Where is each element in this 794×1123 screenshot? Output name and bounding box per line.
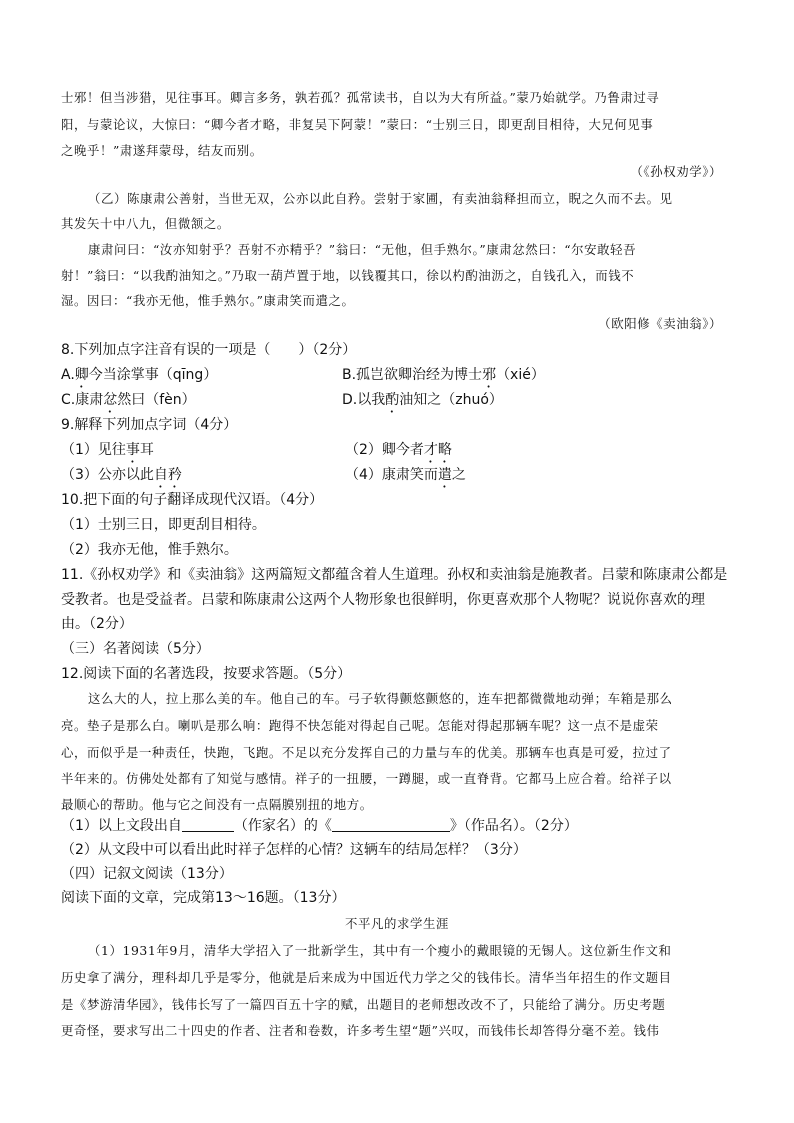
question-10: 10.把下面的句子翻译成现代汉语。（4分） (61, 492, 324, 508)
section-heading: （四）记叙文阅读（13分） (61, 866, 233, 882)
text-line: 是《梦游清华园》，钱伟长写了一篇四百五十字的赋，出题目的老师想改改不了，只能给了满分。历史考题 (61, 997, 666, 1012)
q10-item-2: （2）我亦无他，惟手熟尔。 (61, 542, 238, 558)
text-line: （乙）陈康肃公善射，当世无双，公亦以此自矜。尝射于家圃，有卖油翁释担而立，睨之久而不去。见 (88, 191, 673, 206)
text-line: 阳，与蒙论议，大惊曰：“卿今者才略，非复吴下阿蒙！”蒙曰：“士别三日，即更刮目相待，大兄何见事 (61, 117, 654, 132)
title-blank[interactable] (332, 817, 450, 832)
author-blank[interactable] (182, 817, 234, 832)
text-line: 射！”翁曰：“以我酌油知之。”乃取一葫芦置于地，以钱覆其口，徐以杓酌油沥之，自钱孔入，而钱不 (61, 268, 635, 283)
text-line: 心，而似乎是一种责任，快跑，飞跑。不足以充分发挥自己的力量与车的优美。那辆车也真是可爱，拉过了 (61, 745, 672, 760)
q8-option-b: B.孤岂欲卿治经为博士邪（xié） (342, 367, 545, 383)
q12-item-2: （2）从文段中可以看出此时祥子怎样的心情？这辆车的结局怎样？（3分） (61, 842, 527, 858)
q9-item-4: （4）康肃笑而遣之 (345, 467, 466, 483)
section-heading: （三）名著阅读（5分） (61, 641, 210, 657)
text-line: 这么大的人，拉上那么美的车。他自己的车。弓子软得颤悠颤悠的，连车把都微微地动弹；车箱是那么 (88, 691, 673, 706)
q9-item-1: （1）见往事耳 (61, 442, 154, 458)
text-line: 半年来的。仿佛处处都有了知觉与感情。祥子的一扭腰，一蹲腿，或一直脊背。它都马上应合着。给祥子以 (61, 771, 672, 786)
text-line: 历史拿了满分，理科却几乎是零分，他就是后来成为中国近代力学之父的钱伟长。清华当年招生的作文题目 (61, 970, 672, 985)
question-8: 8.下列加点字注音有误的一项是（ ）（2分） (61, 342, 357, 358)
q12-item-1: （1）以上文段出自 （作家名）的《 》（作品名）。（2分） (61, 818, 578, 834)
question-11-cont: 由。（2分） (61, 616, 133, 632)
q10-item-1: （1）士别三日，即更刮目相待。 (61, 517, 266, 533)
q9-item-3: （3）公亦以此自矜 (61, 467, 182, 483)
text-line: （1）1931年9月，清华大学招入了一批新学生，其中有一个瘦小的戴眼镜的无锡人。这位新生作文和 (88, 943, 672, 958)
question-12: 12.阅读下面的名著选段，按要求答题。（5分） (61, 666, 352, 682)
article-title: 不平凡的求学生涯 (345, 916, 449, 931)
source-citation: （《孙权劝学》） (630, 164, 722, 179)
reading-instruction: 阅读下面的文章，完成第13～16题。（13分） (61, 890, 346, 906)
q9-item-2: （2）卿今者才略 (345, 442, 452, 458)
q8-option-d: D.以我酌油知之（zhuó） (342, 392, 503, 408)
source-citation: （欧阳修《卖油翁》） (598, 316, 722, 331)
text-line: 康肃问曰：“汝亦知射乎？吾射不亦精乎？”翁曰：“无他，但手熟尔。”康肃忿然曰：“尔安敢轻吾 (88, 242, 637, 257)
text-line: 最顺心的帮助。他与它之间没有一点隔膜别扭的地方。 (61, 797, 373, 812)
text-line: 之晚乎！”肃遂拜蒙母，结友而别。 (61, 143, 263, 158)
text-line: 亮。垫子是那么白。喇叭是那么响：跑得不快怎能对得起自己呢。怎能对得起那辆车呢？这一点不是虚荣 (61, 718, 659, 733)
text-line: 士邪！但当涉猎，见往事耳。卿言多务，孰若孤？孤常读书，自以为大有所益。”蒙乃始就学。乃鲁肃过寻 (61, 90, 660, 105)
question-11: 11.《孙权劝学》和《卖油翁》这两篇短文都蕴含着人生道理。孙权和卖油翁是施教者。吕蒙和陈康肃公都是 (61, 567, 728, 583)
q8-option-a: A.卿今当涂掌事（qīng） (61, 367, 218, 383)
text-line: 更奇怪，要求写出二十四史的作者、注者和卷数，许多考生望“题”兴叹，而钱伟长却答得分毫不差。钱伟 (61, 1023, 660, 1038)
question-9: 9.解释下列加点字词（4分） (61, 417, 238, 433)
q8-option-c: C.康肃忿然曰（fèn） (61, 392, 196, 408)
text-line: 湿。因曰：“我亦无他，惟手熟尔。”康肃笑而遣之。 (61, 293, 355, 308)
text-line: 其发矢十中八九，但微颔之。 (61, 216, 230, 231)
question-11-cont: 受教者。也是受益者。吕蒙和陈康肃公这两个人物形象也很鲜明，你更喜欢那个人物呢？说说你喜欢的理 (61, 592, 705, 608)
